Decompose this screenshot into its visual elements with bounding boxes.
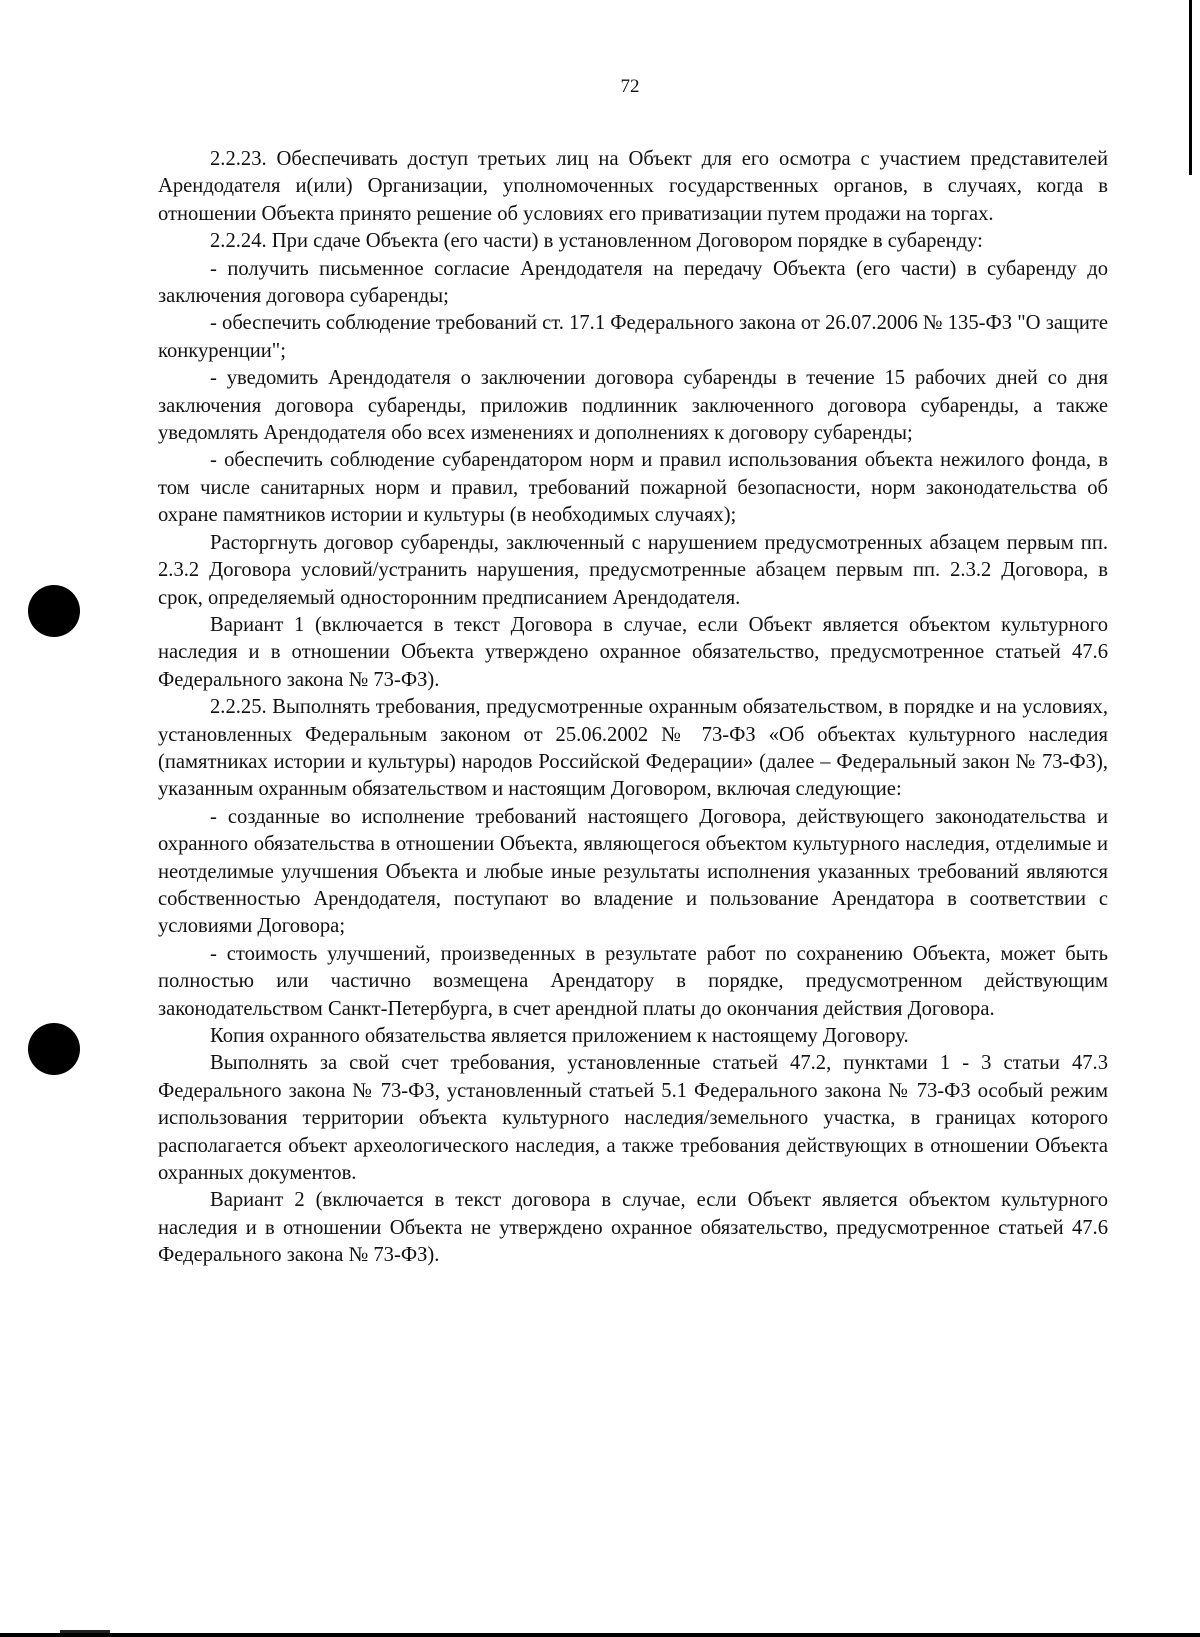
paragraph: Расторгнуть договор субаренды, заключенный с нарушением предусмотренных абзацем первым пп. 2.3.2 Договора условий/устранить нарушения, предусмотренные абзацем первым пп. 2.3.2 Договора, в срок, определяемый односторонним предписанием Арендодателя. — [158, 531, 1108, 609]
document-body — [158, 146, 1108, 1270]
paragraph: - обеспечить соблюдение субарендатором норм и правил использования объекта нежилого фонда, в том числе санитарных норм и правил, требований пожарной безопасности, норм законодательства об охране памятников истории и культуры (в необходимых случаях); — [158, 449, 1108, 527]
paragraph: - уведомить Арендодателя о заключении договора субаренды в течение 15 рабочих дней со дня заключения договора субаренды, приложив подлинник заключенного договора субаренды, а также уведомлять Арендодателя обо всех изменениях и дополнениях к договору субаренды; — [158, 367, 1108, 445]
punch-hole-mark — [28, 585, 80, 637]
page-number: 72 — [620, 76, 640, 97]
paragraph: Копия охранного обязательства является приложением к настоящему Договору. — [210, 1025, 909, 1047]
paragraph: - получить письменное согласие Арендодателя на передачу Объекта (его части) в субаренду до заключения договора субаренды; — [158, 257, 1108, 308]
scan-bottom-edge — [0, 1633, 1200, 1637]
paragraph: - созданные во исполнение требований настоящего Договора, действующего законодательства и охранного обязательства в отношении Объекта, являющегося объектом культурного наследия, отделимые и неотделимые улучшения Объекта и любые иные результаты исполнения указанных требований являются собственностью Арендодателя, поступают во владение и пользование Арендатора в соответствии с условиями Договора; — [158, 805, 1108, 938]
paragraph: Вариант 1 (включается в текст Договора в случае, если Объект является объектом культурного наследия и в отношении Объекта утверждено охранное обязательство, предусмотренное статьей 47.6 Федерального закона № 73-ФЗ). — [158, 613, 1108, 691]
paragraph: - стоимость улучшений, произведенных в результате работ по сохранению Объекта, может быть полностью или частично возмещена Арендатору в порядке, предусмотренном действующим законодательством Санкт-Петербурга, в счет арендной платы до окончания действия Договора. — [158, 942, 1108, 1020]
paragraph: Выполнять за свой счет требования, установленные статьей 47.2, пунктами 1 - 3 статьи 47.3 Федерального закона № 73-ФЗ, установленный статьей 5.1 Федерального закона № 73-ФЗ особый режим использования территории объекта культурного наследия/земельного участка, в границах которого располагается объект археологического наследия, а также требования действующих в отношении Объекта охранных документов. — [158, 1052, 1108, 1185]
punch-hole-mark — [28, 1023, 80, 1075]
paragraph: 2.2.24. При сдаче Объекта (его части) в установленном Договором порядке в субаренду: — [210, 230, 983, 253]
paragraph: 2.2.23. Обеспечивать доступ третьих лиц на Объект для его осмотра с участием представителей Арендодателя и(или) Организации, уполномоченных государственных органов, в случаях, когда в отношении Объекта принято решение об условиях его приватизации путем продажи на торгах. — [158, 148, 1108, 225]
paragraph: 2.2.25. Выполнять требования, предусмотренные охранным обязательством, в порядке и на условиях, установленных Федеральным законом от 25.06.2002 № 73-ФЗ «Об объектах культурного наследия (памятниках истории и культуры) народов Российской Федерации» (далее – Федеральный закон № 73-ФЗ), указанным охранным обязательством и настоящим Договором, включая следующие: — [158, 696, 1108, 801]
paragraph: - обеспечить соблюдение требований ст. 17.1 Федерального закона от 26.07.2006 № 135-ФЗ "О защите конкуренции"; — [158, 312, 1108, 362]
paragraph: Вариант 2 (включается в текст договора в случае, если Объект является объектом культурного наследия и в отношении Объекта не утверждено охранное обязательство, предусмотренное статьей 47.6 Федерального закона № 73-ФЗ). — [158, 1189, 1108, 1267]
